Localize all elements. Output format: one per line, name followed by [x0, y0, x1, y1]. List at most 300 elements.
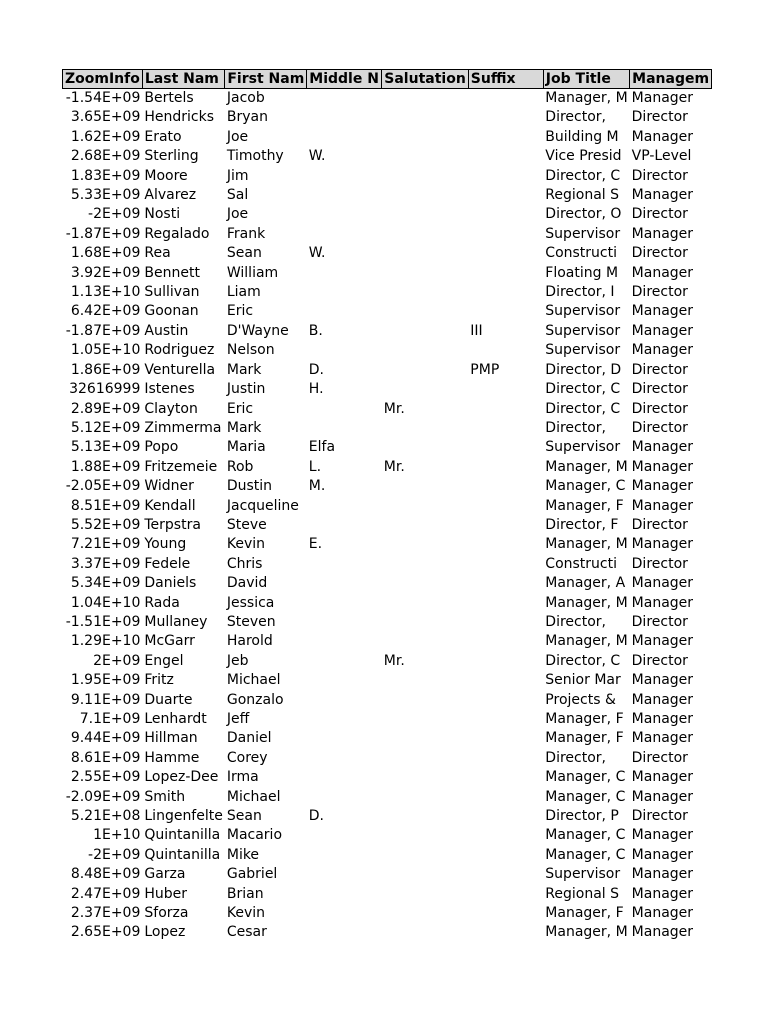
cell-zoominfo[interactable]: 2.68E+09	[70, 148, 141, 165]
cell-salutation[interactable]	[382, 264, 469, 283]
cell-management-level[interactable]: Manager	[631, 788, 694, 805]
cell-middle-name[interactable]	[307, 264, 382, 283]
cell-management-level[interactable]: Manager	[631, 90, 694, 106]
cell-job-title[interactable]: Manager, M	[545, 458, 628, 475]
cell-management-level[interactable]: Manager	[631, 885, 694, 902]
cell-last-name[interactable]: Rada	[144, 594, 180, 611]
cell-middle-name[interactable]: W.	[308, 148, 326, 165]
cell-salutation[interactable]	[382, 167, 469, 186]
cell-first-name[interactable]: Corey	[226, 749, 268, 766]
cell-job-title[interactable]: Manager, M	[545, 594, 628, 611]
cell-zoominfo[interactable]: -2.09E+09	[65, 788, 141, 805]
cell-salutation[interactable]	[382, 768, 469, 787]
cell-last-name[interactable]: Clayton	[144, 400, 198, 417]
cell-salutation[interactable]: Mr.	[383, 400, 405, 417]
cell-job-title[interactable]: Floating M	[545, 264, 619, 281]
cell-first-name[interactable]: Michael	[226, 672, 281, 689]
cell-salutation[interactable]	[382, 846, 469, 865]
cell-zoominfo[interactable]: 2.89E+09	[70, 400, 141, 417]
cell-suffix[interactable]	[468, 807, 543, 826]
cell-management-level[interactable]: Director	[631, 361, 688, 378]
cell-suffix[interactable]	[468, 865, 543, 884]
cell-suffix[interactable]	[468, 555, 543, 574]
column-header-management-level[interactable]: Managem	[630, 70, 712, 89]
cell-last-name[interactable]: Rea	[144, 245, 171, 262]
cell-job-title[interactable]: Manager, M	[545, 536, 628, 553]
cell-management-level[interactable]: VP-Level	[631, 148, 692, 165]
cell-first-name[interactable]: Chris	[226, 555, 263, 572]
cell-salutation[interactable]	[382, 283, 469, 302]
cell-management-level[interactable]: Director	[631, 400, 688, 417]
cell-last-name[interactable]: Moore	[144, 167, 188, 184]
cell-suffix[interactable]	[468, 458, 543, 477]
cell-job-title[interactable]: Manager, F	[545, 497, 624, 514]
cell-zoominfo[interactable]: 1.95E+09	[70, 672, 141, 689]
cell-last-name[interactable]: Istenes	[144, 381, 195, 398]
cell-first-name[interactable]: Maria	[226, 439, 266, 456]
cell-job-title[interactable]: Projects &	[545, 691, 616, 708]
cell-salutation[interactable]	[382, 497, 469, 516]
cell-last-name[interactable]: Widner	[144, 478, 194, 495]
cell-first-name[interactable]: William	[226, 264, 279, 281]
cell-first-name[interactable]: Bryan	[226, 109, 268, 126]
cell-last-name[interactable]: Erato	[144, 128, 182, 145]
cell-job-title[interactable]: Supervisor	[545, 322, 621, 339]
cell-zoominfo[interactable]: 3.65E+09	[70, 109, 141, 126]
cell-last-name[interactable]: Garza	[144, 866, 186, 883]
cell-job-title[interactable]: Regional S	[545, 885, 620, 902]
cell-last-name[interactable]: Zimmerma	[144, 419, 222, 436]
cell-salutation[interactable]	[382, 535, 469, 554]
cell-job-title[interactable]: Constructi	[545, 555, 617, 572]
cell-middle-name[interactable]	[307, 652, 382, 671]
cell-job-title[interactable]: Director, P	[545, 808, 619, 825]
cell-zoominfo[interactable]: 8.61E+09	[70, 749, 141, 766]
cell-zoominfo[interactable]: 1.88E+09	[70, 458, 141, 475]
cell-salutation[interactable]	[382, 574, 469, 593]
cell-middle-name[interactable]	[307, 594, 382, 613]
cell-middle-name[interactable]	[307, 555, 382, 574]
cell-last-name[interactable]: Lingenfelte	[144, 808, 223, 825]
cell-middle-name[interactable]	[307, 691, 382, 710]
cell-suffix[interactable]	[468, 147, 543, 166]
cell-salutation[interactable]	[382, 322, 469, 341]
cell-job-title[interactable]: Manager, C	[545, 478, 626, 495]
cell-management-level[interactable]: Director	[631, 808, 688, 825]
cell-salutation[interactable]	[382, 923, 469, 942]
cell-job-title[interactable]: Building M	[545, 128, 619, 145]
cell-middle-name[interactable]: D.	[308, 808, 325, 825]
cell-zoominfo[interactable]: 3.37E+09	[70, 555, 141, 572]
cell-last-name[interactable]: Lopez-Dee	[144, 769, 219, 786]
cell-zoominfo[interactable]: -1.87E+09	[65, 322, 141, 339]
cell-middle-name[interactable]	[307, 205, 382, 224]
cell-middle-name[interactable]	[307, 923, 382, 942]
cell-suffix[interactable]	[468, 128, 543, 147]
cell-management-level[interactable]: Director	[631, 284, 688, 301]
cell-job-title[interactable]: Director, O	[545, 206, 622, 223]
cell-job-title[interactable]: Director, C	[545, 652, 621, 669]
cell-job-title[interactable]: Supervisor	[545, 225, 621, 242]
cell-job-title[interactable]: Vice Presid	[545, 148, 622, 165]
cell-management-level[interactable]: Manager	[631, 478, 694, 495]
cell-management-level[interactable]: Manager	[631, 711, 694, 727]
cell-middle-name[interactable]	[307, 749, 382, 768]
cell-last-name[interactable]: Bennett	[144, 264, 200, 281]
cell-last-name[interactable]: Mullaney	[144, 613, 208, 630]
cell-suffix[interactable]	[468, 186, 543, 205]
cell-last-name[interactable]: Sullivan	[144, 284, 200, 301]
cell-zoominfo[interactable]: -1.51E+09	[65, 613, 141, 630]
cell-zoominfo[interactable]: 8.48E+09	[70, 866, 141, 883]
cell-suffix[interactable]	[468, 438, 543, 457]
cell-job-title[interactable]: Supervisor	[545, 303, 621, 320]
cell-job-title[interactable]: Senior Mar	[545, 672, 621, 689]
cell-zoominfo[interactable]: 2.37E+09	[70, 905, 141, 922]
cell-management-level[interactable]: Manager	[631, 633, 694, 650]
cell-middle-name[interactable]: B.	[308, 322, 323, 339]
cell-salutation[interactable]	[382, 691, 469, 710]
cell-suffix[interactable]	[468, 264, 543, 283]
cell-job-title[interactable]: Director,	[545, 749, 606, 766]
cell-management-level[interactable]: Director	[631, 555, 688, 572]
cell-first-name[interactable]: Jim	[226, 167, 249, 184]
cell-last-name[interactable]: Lopez	[144, 924, 186, 941]
cell-job-title[interactable]: Director, C	[545, 167, 621, 184]
cell-middle-name[interactable]	[307, 574, 382, 593]
cell-management-level[interactable]: Manager	[631, 730, 694, 747]
cell-first-name[interactable]: Jacqueline	[226, 497, 299, 514]
cell-salutation[interactable]	[382, 108, 469, 127]
cell-job-title[interactable]: Manager, M	[545, 924, 628, 941]
cell-first-name[interactable]: Sal	[226, 187, 249, 204]
cell-job-title[interactable]: Manager, F	[545, 711, 624, 727]
cell-salutation[interactable]	[382, 885, 469, 904]
cell-management-level[interactable]: Manager	[631, 846, 694, 863]
cell-zoominfo[interactable]: 2.55E+09	[70, 769, 141, 786]
cell-suffix[interactable]	[468, 671, 543, 690]
cell-middle-name[interactable]	[307, 419, 382, 438]
cell-suffix[interactable]	[468, 400, 543, 419]
cell-first-name[interactable]: Mark	[226, 361, 262, 378]
cell-first-name[interactable]: Steve	[226, 516, 267, 533]
cell-middle-name[interactable]	[307, 341, 382, 360]
cell-management-level[interactable]: Director	[631, 652, 688, 669]
cell-middle-name[interactable]: H.	[308, 381, 324, 398]
cell-zoominfo[interactable]: 9.44E+09	[70, 730, 141, 747]
cell-middle-name[interactable]	[307, 186, 382, 205]
cell-middle-name[interactable]	[307, 846, 382, 865]
cell-salutation[interactable]	[382, 147, 469, 166]
cell-suffix[interactable]	[468, 768, 543, 787]
cell-salutation[interactable]	[382, 594, 469, 613]
cell-management-level[interactable]: Manager	[631, 691, 694, 708]
cell-salutation[interactable]	[382, 244, 469, 263]
cell-salutation[interactable]	[382, 807, 469, 826]
cell-zoominfo[interactable]: 5.21E+08	[70, 808, 141, 825]
cell-job-title[interactable]: Manager, M	[545, 90, 628, 106]
cell-zoominfo[interactable]: -2E+09	[88, 206, 141, 223]
cell-management-level[interactable]: Manager	[631, 924, 694, 941]
cell-management-level[interactable]: Manager	[631, 536, 694, 553]
cell-management-level[interactable]: Manager	[631, 866, 694, 883]
cell-last-name[interactable]: Hamme	[144, 749, 200, 766]
cell-salutation[interactable]	[382, 205, 469, 224]
cell-last-name[interactable]: Bertels	[144, 90, 194, 106]
cell-first-name[interactable]: Nelson	[226, 342, 275, 359]
cell-zoominfo[interactable]: 32616999	[69, 381, 141, 398]
cell-suffix[interactable]	[468, 923, 543, 942]
cell-first-name[interactable]: Steven	[226, 613, 276, 630]
cell-last-name[interactable]: Alvarez	[144, 187, 197, 204]
cell-first-name[interactable]: Daniel	[226, 730, 272, 747]
cell-job-title[interactable]: Director, D	[545, 361, 622, 378]
cell-management-level[interactable]: Director	[631, 749, 688, 766]
cell-last-name[interactable]: Daniels	[144, 575, 197, 592]
cell-zoominfo[interactable]: 1.62E+09	[70, 128, 141, 145]
cell-last-name[interactable]: Regalado	[144, 225, 210, 242]
cell-zoominfo[interactable]: 5.13E+09	[70, 439, 141, 456]
cell-middle-name[interactable]	[307, 729, 382, 748]
cell-job-title[interactable]: Director,	[545, 419, 606, 436]
cell-middle-name[interactable]	[307, 613, 382, 632]
cell-last-name[interactable]: Lenhardt	[144, 711, 207, 727]
cell-suffix[interactable]	[468, 613, 543, 632]
cell-job-title[interactable]: Director,	[545, 109, 606, 126]
cell-job-title[interactable]: Director,	[545, 613, 606, 630]
cell-job-title[interactable]: Manager, F	[545, 730, 624, 747]
cell-first-name[interactable]: David	[226, 575, 268, 592]
cell-last-name[interactable]: Engel	[144, 652, 184, 669]
cell-first-name[interactable]: Harold	[226, 633, 273, 650]
cell-last-name[interactable]: Rodriguez	[144, 342, 215, 359]
cell-management-level[interactable]: Manager	[631, 905, 694, 922]
cell-zoominfo[interactable]: -2E+09	[88, 846, 141, 863]
cell-last-name[interactable]: Kendall	[144, 497, 196, 514]
cell-last-name[interactable]: Fritz	[144, 672, 174, 689]
cell-management-level[interactable]: Director	[631, 245, 688, 262]
cell-job-title[interactable]: Constructi	[545, 245, 617, 262]
cell-job-title[interactable]: Director, C	[545, 381, 621, 398]
cell-job-title[interactable]: Manager, A	[545, 575, 626, 592]
cell-suffix[interactable]	[468, 516, 543, 535]
cell-zoominfo[interactable]: 7.1E+09	[79, 711, 141, 727]
cell-first-name[interactable]: Frank	[226, 225, 266, 242]
cell-job-title[interactable]: Director, C	[545, 400, 621, 417]
cell-middle-name[interactable]: D.	[308, 361, 325, 378]
cell-salutation[interactable]	[382, 788, 469, 807]
cell-management-level[interactable]: Manager	[631, 594, 694, 611]
cell-salutation[interactable]	[382, 128, 469, 147]
cell-first-name[interactable]: Jessica	[226, 594, 275, 611]
cell-suffix[interactable]	[468, 885, 543, 904]
cell-zoominfo[interactable]: 5.12E+09	[70, 419, 141, 436]
cell-suffix[interactable]	[468, 788, 543, 807]
cell-first-name[interactable]: Eric	[226, 303, 254, 320]
cell-middle-name[interactable]	[307, 516, 382, 535]
cell-salutation[interactable]	[382, 729, 469, 748]
cell-job-title[interactable]: Manager, C	[545, 846, 626, 863]
cell-middle-name[interactable]: Elfa	[308, 439, 336, 456]
cell-middle-name[interactable]	[307, 671, 382, 690]
cell-first-name[interactable]: Sean	[226, 808, 262, 825]
cell-management-level[interactable]: Director	[631, 109, 688, 126]
cell-first-name[interactable]: Joe	[226, 206, 249, 223]
cell-first-name[interactable]: Gabriel	[226, 866, 278, 883]
cell-suffix[interactable]	[468, 729, 543, 748]
cell-suffix[interactable]	[468, 652, 543, 671]
cell-middle-name[interactable]	[307, 400, 382, 419]
cell-zoominfo[interactable]: 1.13E+10	[70, 284, 141, 301]
cell-zoominfo[interactable]: 1E+10	[93, 827, 141, 844]
cell-management-level[interactable]: Manager	[631, 187, 694, 204]
cell-first-name[interactable]: Kevin	[226, 536, 266, 553]
cell-management-level[interactable]: Manager	[631, 575, 694, 592]
cell-suffix[interactable]	[468, 691, 543, 710]
cell-suffix[interactable]	[468, 632, 543, 651]
cell-zoominfo[interactable]: 6.42E+09	[70, 303, 141, 320]
cell-zoominfo[interactable]: 2.65E+09	[70, 924, 141, 941]
cell-salutation[interactable]	[382, 749, 469, 768]
cell-management-level[interactable]: Manager	[631, 128, 694, 145]
cell-management-level[interactable]: Director	[631, 381, 688, 398]
cell-suffix[interactable]	[468, 904, 543, 923]
cell-job-title[interactable]: Regional S	[545, 187, 620, 204]
cell-salutation[interactable]	[382, 904, 469, 923]
cell-suffix[interactable]	[468, 167, 543, 186]
cell-job-title[interactable]: Supervisor	[545, 342, 621, 359]
cell-management-level[interactable]: Manager	[631, 458, 694, 475]
cell-middle-name[interactable]	[307, 167, 382, 186]
cell-last-name[interactable]: Quintanilla	[144, 846, 221, 863]
cell-management-level[interactable]: Manager	[631, 264, 694, 281]
cell-salutation[interactable]	[382, 89, 469, 109]
cell-suffix[interactable]: III	[470, 322, 483, 339]
cell-last-name[interactable]: Venturella	[144, 361, 216, 378]
cell-zoominfo[interactable]: 1.29E+10	[70, 633, 141, 650]
cell-management-level[interactable]: Manager	[631, 303, 694, 320]
cell-zoominfo[interactable]: -1.54E+09	[65, 90, 141, 106]
cell-salutation[interactable]	[382, 826, 469, 845]
cell-zoominfo[interactable]: 8.51E+09	[70, 497, 141, 514]
cell-salutation[interactable]	[382, 361, 469, 380]
cell-suffix[interactable]	[468, 846, 543, 865]
column-header-first-name[interactable]: First Nam	[225, 70, 307, 89]
cell-first-name[interactable]: Mike	[226, 846, 260, 863]
column-header-zoominfo[interactable]: ZoomInfo	[63, 70, 143, 89]
cell-first-name[interactable]: Irma	[226, 769, 259, 786]
cell-salutation[interactable]	[382, 341, 469, 360]
cell-suffix[interactable]	[468, 205, 543, 224]
cell-middle-name[interactable]	[307, 283, 382, 302]
cell-management-level[interactable]: Director	[631, 167, 688, 184]
cell-salutation[interactable]	[382, 380, 469, 399]
cell-middle-name[interactable]	[307, 108, 382, 127]
cell-suffix[interactable]	[468, 419, 543, 438]
cell-zoominfo[interactable]: 1.68E+09	[70, 245, 141, 262]
cell-first-name[interactable]: Cesar	[226, 924, 267, 941]
cell-salutation[interactable]	[382, 671, 469, 690]
cell-first-name[interactable]: Rob	[226, 458, 254, 475]
cell-first-name[interactable]: Joe	[226, 128, 249, 145]
cell-middle-name[interactable]	[307, 497, 382, 516]
cell-middle-name[interactable]	[307, 788, 382, 807]
cell-management-level[interactable]: Director	[631, 419, 688, 436]
cell-management-level[interactable]: Director	[631, 613, 688, 630]
cell-salutation[interactable]	[382, 302, 469, 321]
cell-zoominfo[interactable]: 9.11E+09	[70, 691, 141, 708]
column-header-salutation[interactable]: Salutation	[382, 70, 469, 89]
cell-last-name[interactable]: Quintanilla	[144, 827, 221, 844]
cell-salutation[interactable]	[382, 632, 469, 651]
cell-middle-name[interactable]: W.	[308, 245, 326, 262]
cell-last-name[interactable]: Hendricks	[144, 109, 215, 126]
cell-salutation[interactable]	[382, 865, 469, 884]
cell-first-name[interactable]: Gonzalo	[226, 691, 284, 708]
cell-suffix[interactable]: PMP	[470, 361, 500, 378]
cell-suffix[interactable]	[468, 594, 543, 613]
cell-suffix[interactable]	[468, 89, 543, 109]
cell-suffix[interactable]	[468, 380, 543, 399]
cell-suffix[interactable]	[468, 497, 543, 516]
cell-middle-name[interactable]	[307, 632, 382, 651]
column-header-suffix[interactable]: Suffix	[468, 70, 543, 89]
cell-last-name[interactable]: Austin	[144, 322, 189, 339]
cell-job-title[interactable]: Manager, C	[545, 788, 626, 805]
cell-job-title[interactable]: Manager, C	[545, 827, 626, 844]
cell-middle-name[interactable]	[307, 225, 382, 244]
cell-middle-name[interactable]	[307, 89, 382, 109]
cell-last-name[interactable]: Terpstra	[144, 516, 201, 533]
cell-suffix[interactable]	[468, 477, 543, 496]
cell-last-name[interactable]: McGarr	[144, 633, 195, 650]
cell-salutation[interactable]	[382, 225, 469, 244]
cell-suffix[interactable]	[468, 108, 543, 127]
cell-last-name[interactable]: Fedele	[144, 555, 191, 572]
cell-last-name[interactable]: Popo	[144, 439, 179, 456]
cell-zoominfo[interactable]: -2.05E+09	[65, 478, 141, 495]
cell-first-name[interactable]: Justin	[226, 381, 266, 398]
column-header-job-title[interactable]: Job Title	[543, 70, 629, 89]
cell-zoominfo[interactable]: 2.47E+09	[70, 885, 141, 902]
cell-job-title[interactable]: Supervisor	[545, 866, 621, 883]
cell-suffix[interactable]	[468, 341, 543, 360]
cell-salutation[interactable]	[382, 613, 469, 632]
cell-last-name[interactable]: Young	[144, 536, 187, 553]
cell-middle-name[interactable]: L.	[308, 458, 322, 475]
cell-last-name[interactable]: Sterling	[144, 148, 199, 165]
cell-zoominfo[interactable]: 3.92E+09	[70, 264, 141, 281]
cell-last-name[interactable]: Duarte	[144, 691, 193, 708]
cell-salutation[interactable]	[382, 477, 469, 496]
cell-zoominfo[interactable]: 1.04E+10	[70, 594, 141, 611]
cell-salutation[interactable]	[382, 419, 469, 438]
cell-management-level[interactable]: Manager	[631, 827, 694, 844]
cell-suffix[interactable]	[468, 574, 543, 593]
cell-management-level[interactable]: Manager	[631, 672, 694, 689]
cell-suffix[interactable]	[468, 283, 543, 302]
cell-middle-name[interactable]: M.	[308, 478, 326, 495]
cell-middle-name[interactable]	[307, 885, 382, 904]
cell-salutation[interactable]: Mr.	[383, 652, 405, 669]
cell-salutation[interactable]	[382, 555, 469, 574]
cell-zoominfo[interactable]: 5.52E+09	[70, 516, 141, 533]
cell-management-level[interactable]: Director	[631, 516, 688, 533]
cell-middle-name[interactable]	[307, 302, 382, 321]
cell-zoominfo[interactable]: 5.34E+09	[70, 575, 141, 592]
cell-salutation[interactable]	[382, 186, 469, 205]
cell-middle-name[interactable]	[307, 768, 382, 787]
